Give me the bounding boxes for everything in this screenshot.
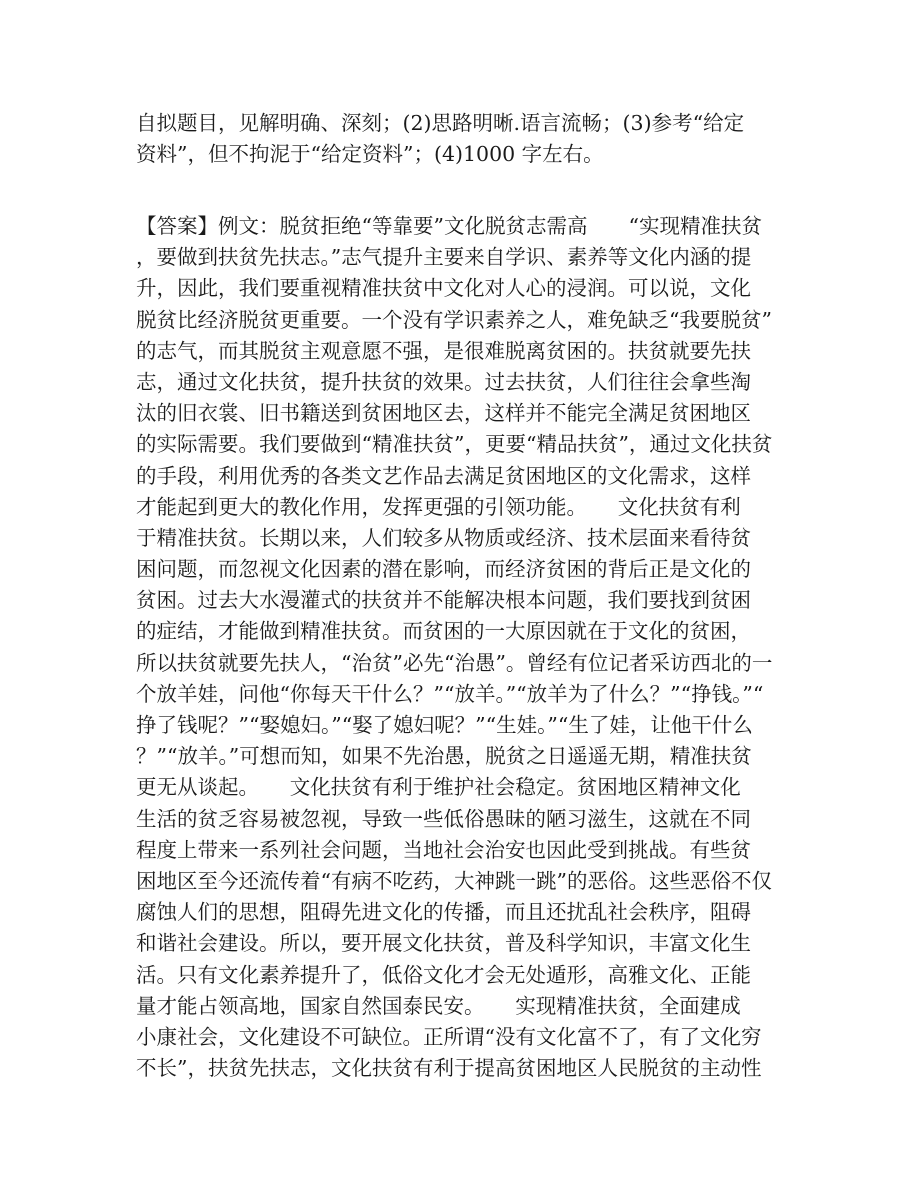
text-line: 不长”，扶贫先扶志，文化扶贫有利于提高贫困地区人民脱贫的主动性 — [136, 1056, 762, 1081]
text-line: 汰的旧衣裳、旧书籍送到贫困地区去，这样并不能完全满足贫困地区 — [136, 401, 751, 426]
text-line: 困问题，而忽视文化因素的潜在影响，而经济贫困的背后正是文化的 — [136, 557, 751, 582]
text-line: 【答案】例文：脱贫拒绝“等靠要”文化脱贫志需高 “实现精准扶贫 — [136, 214, 762, 238]
question-requirements — [136, 108, 786, 170]
text-line: ，要做到扶贫先扶志。”志气提升主要来自学识、素养等文化内涵的提 — [136, 245, 752, 270]
text-line: 腐蚀人们的思想，阻碍先进文化的传播，而且还扰乱社会秩序，阻碍 — [136, 900, 751, 925]
text-line: 挣了钱呢？”“娶媳妇。”“娶了媳妇呢？”“生娃。”“生了娃，让他干什么 — [136, 713, 753, 737]
text-line: 贫困。过去大水漫灌式的扶贫并不能解决根本问题，我们要找到贫困 — [136, 588, 751, 613]
text-line: 自拟题目，见解明确、深刻；(2)思路明晰.语言流畅；(3)参考“给定 — [136, 111, 745, 135]
text-line: 量才能占领高地，国家自然国泰民安。 实现精准扶贫，全面建成 — [136, 993, 741, 1018]
text-line: 升，因此，我们要重视精准扶贫中文化对人心的浸润。可以说，文化 — [136, 276, 751, 301]
text-line: 志，通过文化扶贫，提升扶贫的效果。过去扶贫，人们往往会拿些淘 — [136, 369, 751, 394]
text-line: 于精准扶贫。长期以来，人们较多从物质或经济、技术层面来看待贫 — [136, 525, 751, 550]
text-line: 所以扶贫就要先扶人，“治贫”必先“治愚”。曾经有位记者采访西北的一 — [136, 650, 773, 675]
text-line: 才能起到更大的教化作用，发挥更强的引领功能。 文化扶贫有利 — [136, 494, 741, 519]
text-line: 和谐社会建设。所以，要开展文化扶贫，普及科学知识，丰富文化生 — [136, 931, 751, 956]
text-line: 的实际需要。我们要做到“精准扶贫”，更要“精品扶贫”，通过文化扶贫 — [136, 432, 773, 457]
text-line: 脱贫比经济脱贫更重要。一个没有学识素养之人，难免缺乏“我要脱贫” — [136, 307, 772, 332]
text-line: 资料”，但不拘泥于“给定资料”；(4)1000 字左右。 — [136, 142, 604, 167]
text-line: 活。只有文化素养提升了，低俗文化才会无处遁形，高雅文化、正能 — [136, 962, 751, 987]
text-line: 的症结，才能做到精准扶贫。而贫困的一大原因就在于文化的贫困， — [136, 619, 751, 644]
text-line: 小康社会，文化建设不可缺位。正所谓“没有文化富不了，有了文化穷 — [136, 1024, 762, 1049]
text-line: 更无从谈起。 文化扶贫有利于维护社会稳定。贫困地区精神文化 — [136, 775, 741, 800]
text-line: 程度上带来一系列社会问题，当地社会治安也因此受到挑战。有些贫 — [136, 837, 751, 862]
text-line: 困地区至今还流传着“有病不吃药，大神跳一跳”的恶俗。这些恶俗不仅 — [136, 868, 772, 893]
text-line: 生活的贫乏容易被忽视，导致一些低俗愚昧的陋习滋生，这就在不同 — [136, 806, 751, 831]
text-line: 的手段，利用优秀的各类文艺作品去满足贫困地区的文化需求，这样 — [136, 463, 751, 488]
answer-essay — [136, 211, 786, 1084]
text-line: 的志气，而其脱贫主观意愿不强，是很难脱离贫困的。扶贫就要先扶 — [136, 338, 751, 363]
text-line: ？”“放羊。”可想而知，如果不先治愚，脱贫之日遥遥无期，精准扶贫 — [136, 744, 752, 769]
text-line: 个放羊娃，问他“你每天干什么？”“放羊。”“放羊为了什么？”“挣钱。”“ — [136, 681, 764, 706]
